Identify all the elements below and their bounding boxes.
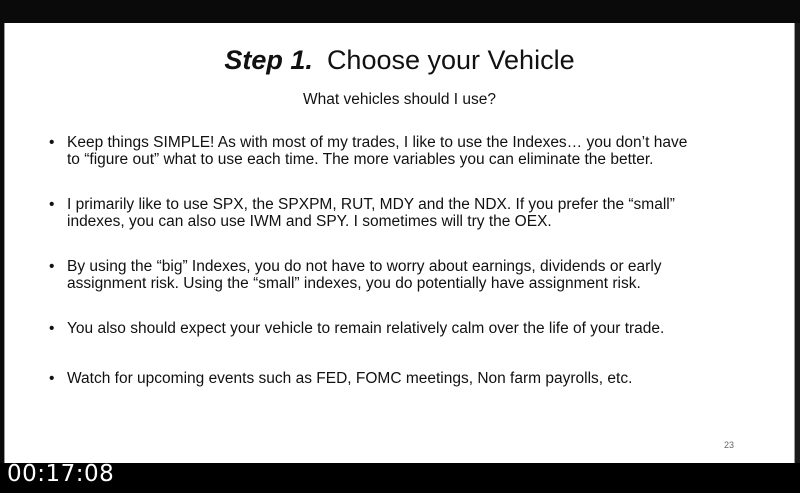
bullet-text-line: You also should expect your vehicle to remain relatively calm over the life of your trade. [67, 320, 665, 337]
bullet-text-line: assignment risk. Using the “small” indexes, you do potentially have assignment risk. [67, 275, 641, 292]
bullet-text-line: indexes, you can also use IWM and SPY. I sometimes will try the OEX. [67, 213, 552, 230]
video-bottom-bar [0, 463, 800, 493]
bullet-dot-icon: • [49, 134, 55, 151]
bullet-item-2 [49, 196, 749, 230]
slide-page-number: 23 [723, 440, 734, 450]
bullet-dot-icon: • [49, 370, 55, 387]
bullet-dot-icon: • [49, 196, 55, 213]
bullet-item-5 [49, 370, 749, 387]
bullet-text-line: Watch for upcoming events such as FED, FOMC meetings, Non farm payrolls, etc. [67, 370, 633, 387]
slide-title-step: Step 1. [224, 45, 313, 75]
bullet-item-4 [49, 320, 749, 337]
bullet-text-line: By using the “big” Indexes, you do not have to worry about earnings, dividends or early [67, 258, 662, 275]
bullet-dot-icon: • [49, 320, 55, 337]
bullet-item-1 [49, 134, 749, 168]
bullet-text-line: to “figure out” what to use each time. The more variables you can eliminate the better. [67, 151, 654, 168]
slide-title-text: Choose your Vehicle [326, 45, 575, 75]
bullet-list [49, 134, 749, 420]
presentation-slide [4, 23, 795, 463]
frame-edge [795, 23, 800, 463]
bullet-text-line: Keep things SIMPLE! As with most of my trades, I like to use the Indexes… you don’t have [67, 134, 688, 151]
bullet-item-3 [49, 258, 749, 292]
video-timestamp: 00:17:08 [7, 461, 115, 487]
bullet-text-line: I primarily like to use SPX, the SPXPM, RUT, MDY and the NDX. If you prefer the “small” [67, 196, 675, 213]
bullet-dot-icon: • [49, 258, 55, 275]
slide-subtitle: What vehicles should I use? [303, 91, 496, 108]
slide-title [5, 43, 794, 77]
